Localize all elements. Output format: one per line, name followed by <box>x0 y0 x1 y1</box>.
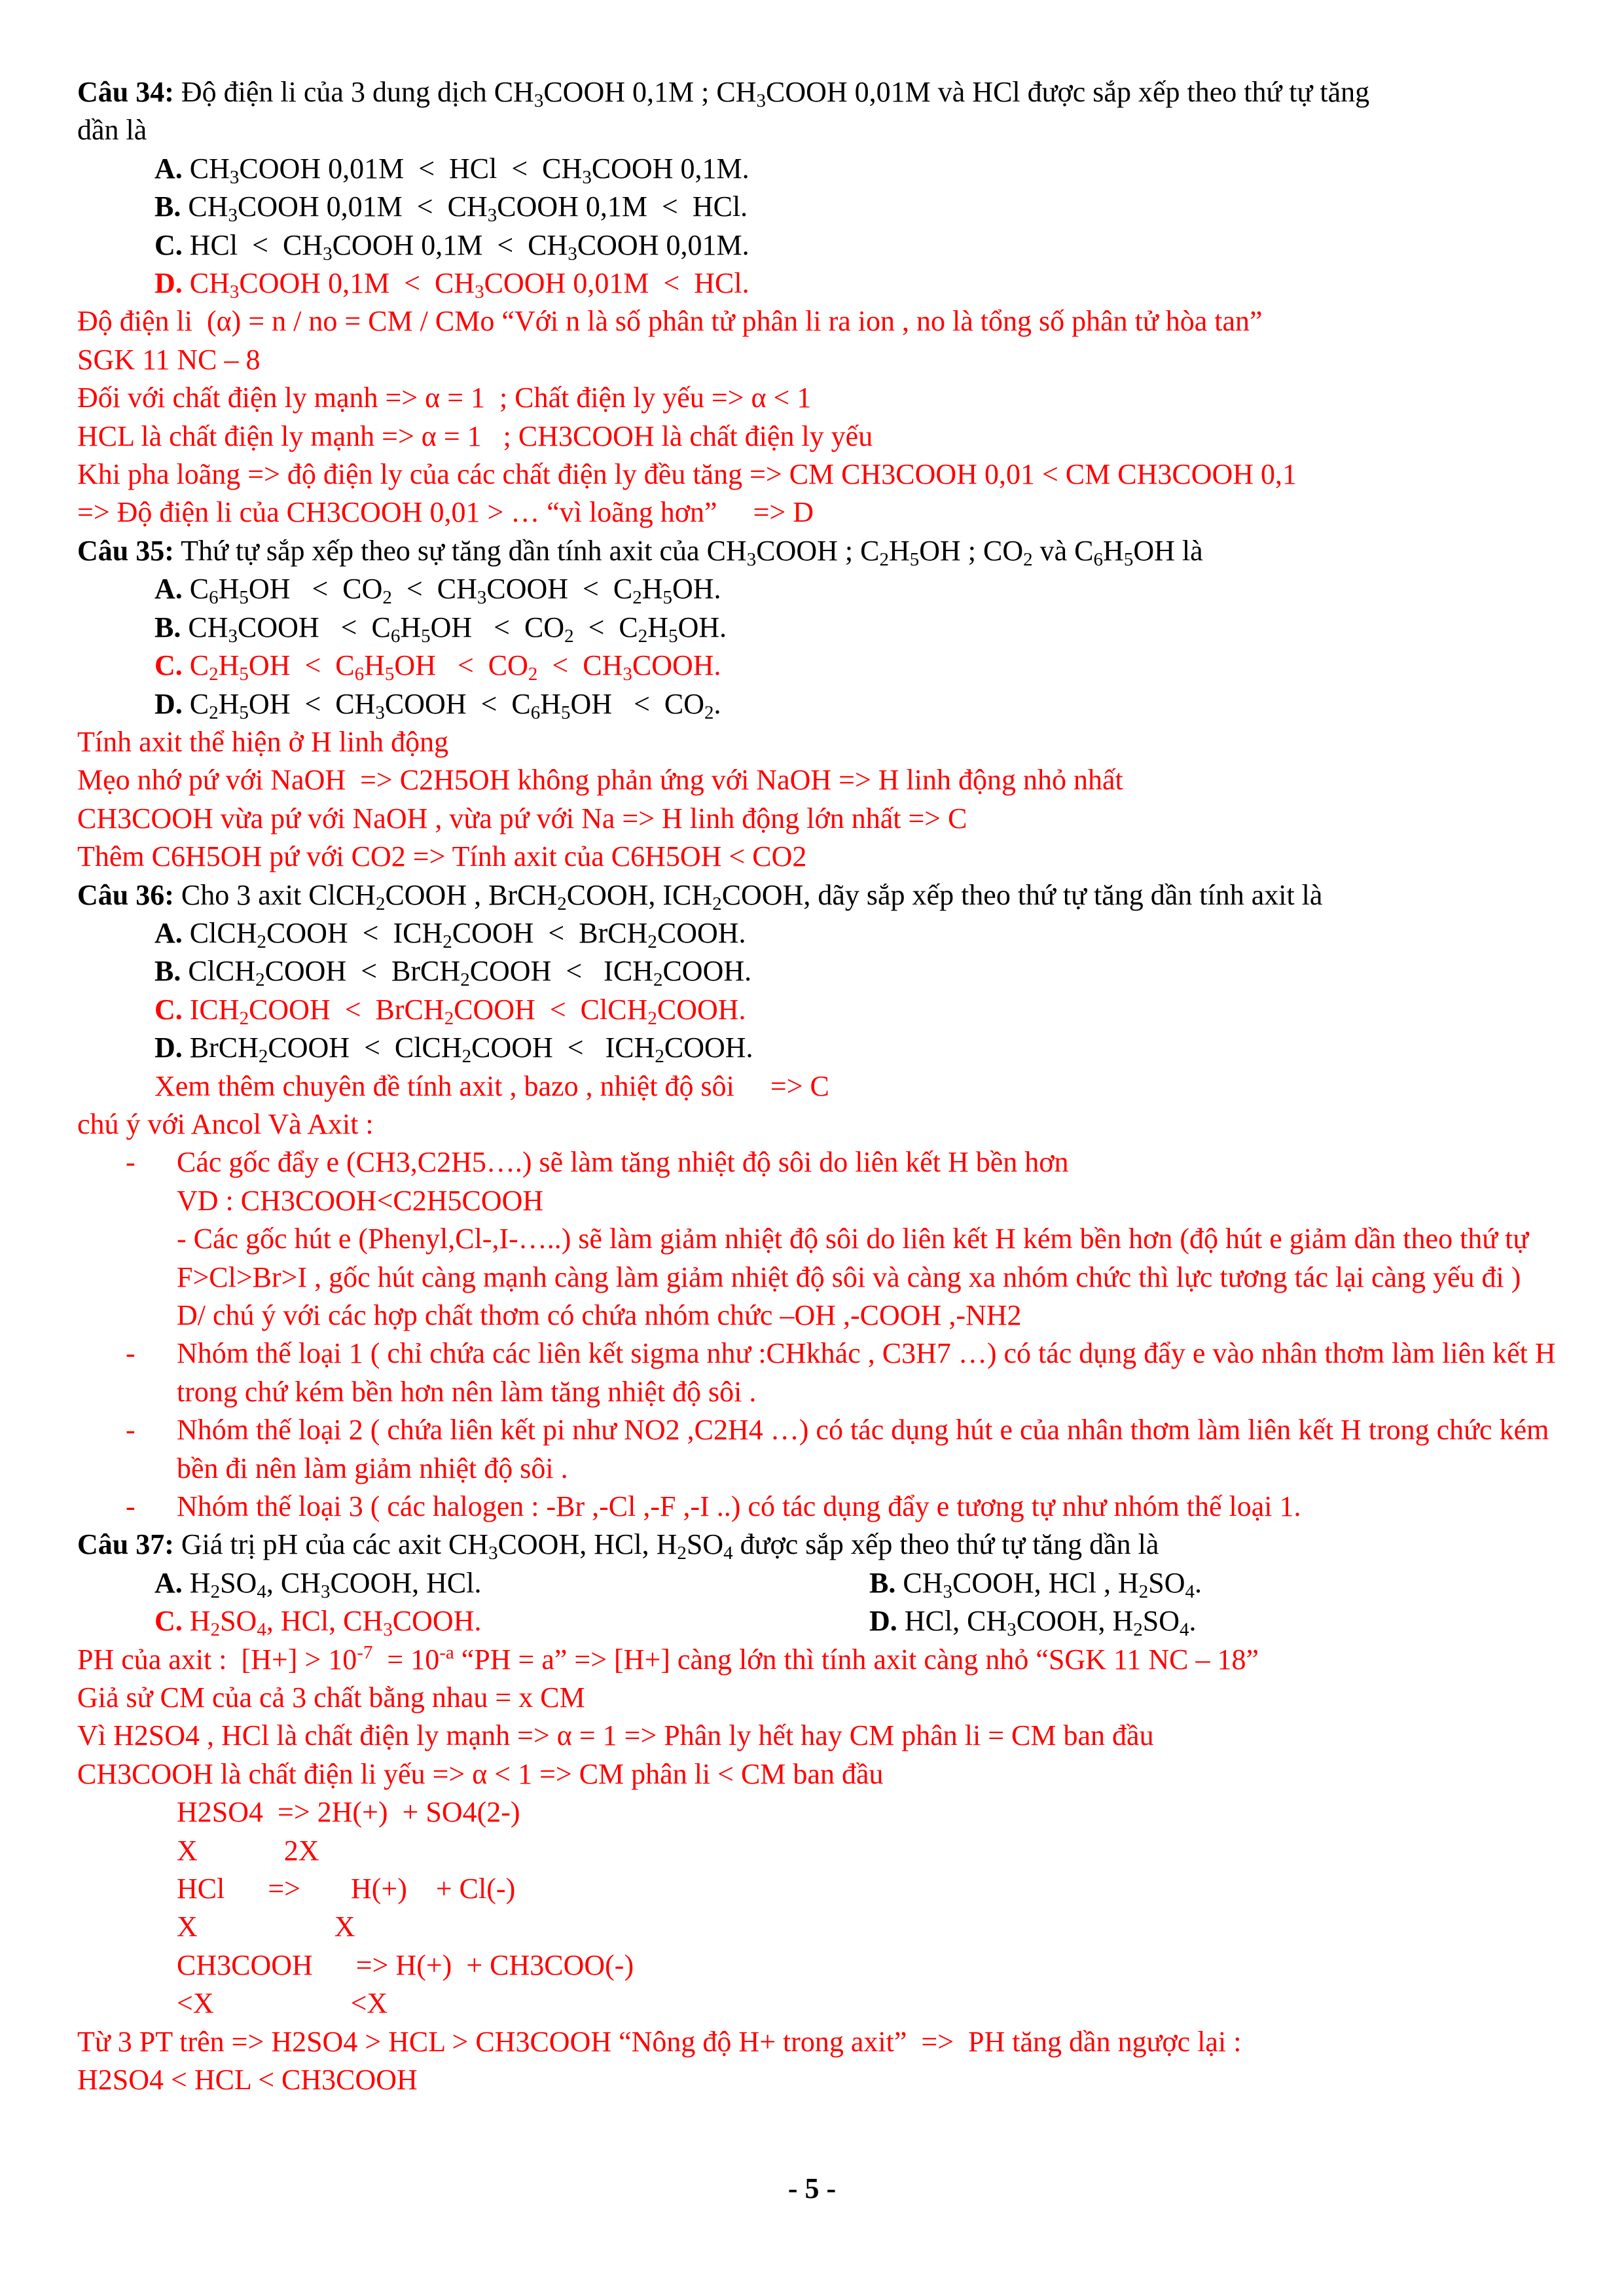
question-label: Câu 37: <box>77 1528 174 1561</box>
option-d-correct: D. $CH_3COOH$ $0,1M < CH_3COOH$ 0,01M < HCl. <box>154 267 749 303</box>
bullet-dash: - <box>126 1414 135 1446</box>
conclusion-line: H2SO4 < HCL < CH3COOH <box>77 2064 418 2096</box>
question-34-stem: Câu 34: Độ điện li của 3 dung dịch $CH_3COOH$ 0,1M ; $CH_3COOH$ 0,01M và HCl được sắp xếp theo thứ tự tăng <box>77 76 1370 111</box>
equation-line: <X <X <box>177 1987 388 2020</box>
option-c-correct: C. $H_2SO_4$, HCl, $CH_3COOH$. <box>154 1605 482 1641</box>
explanation-line: Độ điện li (α) = n / no = CM / CMo “Với n là số phân tử phân li ra ion , no là tổng số phân tử hòa tan” <box>77 305 1263 338</box>
option-d: D. $C_2H_5OH$ < $CH_3COOH < C_6H_5OH < CO_2$. <box>154 687 721 723</box>
bullet-dash: - <box>126 1146 135 1179</box>
question-36-stem: Câu 36: Cho 3 axit ClCH$_2$COOH , BrCH$_2$COOH, $ICH_2COOH$, dãy sắp xếp theo thứ tự tăng dần tính axit là <box>77 878 1323 914</box>
bullet-item: - Các gốc đẩy e (CH3,C2H5….) sẽ làm tăng nhiệt độ sôi do liên kết H bền hơn <box>77 1143 1563 1181</box>
option-c-correct: C. $ICH_2COOH$ < BrCH$_2$COOH < ClCH$_2$COOH. <box>154 993 746 1029</box>
question-35-stem: Câu 35: Thứ tự sắp xếp theo sự tăng dần tính axit của $CH_3COOH$ ; $C_2H_5OH$ ; $CO_2$ và $C_6H_5OH$ là <box>77 534 1203 570</box>
extra-title: chú ý với Ancol Và Axit : <box>77 1107 374 1140</box>
question-37-stem: Câu 37: Giá trị pH của các axit $CH_3COOH$, HCl, $H_2SO_4$ được sắp xếp theo thứ tự tăng dần là <box>77 1528 1159 1564</box>
option-b: B. $CH_3COOH$, HCl , $H_2SO_4$. <box>869 1566 1202 1602</box>
equation-line: X X <box>177 1910 355 1943</box>
question-label: Câu 34: <box>77 76 174 108</box>
option-a: A. $H_2SO_4$, $CH_3COOH$, HCl. <box>154 1566 482 1602</box>
example-line: VD : CH3COOH<C2H5COOH <box>177 1184 544 1217</box>
option-c-correct: C. $C_2H_5OH < C_6H_5OH < CO_2$ < $CH_3COOH$. <box>154 649 721 685</box>
ph-definition: PH của axit : $[H+] > 10^{-7} = 10^{-a}$ “PH = a” => [H+] càng lớn thì tính axit càng nhỏ “SGK 11 NC – 18” <box>77 1641 1259 1676</box>
option-d: D. BrCH$_2$COOH < ClCH$_2$COOH < $ICH_2COOH$. <box>154 1031 753 1067</box>
page-number: - 5 - <box>787 2172 837 2204</box>
option-a: A. $CH_3COOH$ 0,01M < HCl < $CH_3COOH$ 0,1M. <box>154 152 749 188</box>
document-body <box>77 73 1563 2100</box>
equation-line: CH3COOH => H(+) + CH3COO(-) <box>177 1948 634 1981</box>
explanation-paragraph: - Các gốc hút e (Phenyl,Cl-,I-…..) sẽ làm giảm nhiệt độ sôi do liên kết H kém bền hơn (độ hút e giảm dần theo thứ tự F>Cl>Br>I , gốc hút càng mạnh càng làm giảm nhiệt độ sôi và càng xa nhóm chức thì lực tương tác lại càng yếu đi ) <box>177 1223 1529 1293</box>
equation-line: HCl => H(+) + Cl(-) <box>177 1873 516 1905</box>
explanation-line: HCL là chất điện ly mạnh => α = 1 ; CH3COOH là chất điện ly yếu <box>77 420 873 452</box>
explanation-line: Thêm C6H5OH pứ với CO2 => Tính axit của C6H5OH < CO2 <box>77 840 807 873</box>
explanation-line: Khi pha loãng => độ điện ly của các chất điện ly đều tăng => CM CH3COOH 0,01 < CM CH3COOH 0,1 <box>77 458 1297 491</box>
explanation-line: Giả sử CM của cả 3 chất bằng nhau = x CM <box>77 1681 585 1714</box>
question-34-stem-cont: dần là <box>77 114 147 147</box>
explanation-line: CH3COOH là chất điện li yếu => α < 1 => CM phân li < CM ban đầu <box>77 1757 884 1790</box>
bullet-item: - Nhóm thế loại 1 ( chỉ chứa các liên kết sigma như :CHkhác , C3H7 …) có tác dụng đẩy e vào nhân thơm làm liên kết H trong chứ kém bền hơn nên làm tăng nhiệt độ sôi . <box>77 1335 1563 1411</box>
explanation-line: Vì H2SO4 , HCl là chất điện ly mạnh => α = 1 => Phân ly hết hay CM phân li = CM ban đầu <box>77 1719 1154 1752</box>
option-d: D. HCl, $CH_3COOH$, $H_2SO_4$. <box>869 1605 1197 1641</box>
explanation-line: CH3COOH vừa pứ với NaOH , vừa pứ với Na => H linh động lớn nhất => C <box>77 802 967 834</box>
explanation-line: Mẹo nhớ pứ với NaOH => C2H5OH không phản ứng với NaOH => H linh động nhỏ nhất <box>77 764 1123 797</box>
option-b: B. $CH_3COOH$ $0,01M < CH_3COOH$ 0,1M < HCl. <box>154 190 748 226</box>
explanation-line: Tính axit thể hiện ở H linh động <box>77 725 449 758</box>
bullet-dash: - <box>126 1490 135 1523</box>
question-label: Câu 36: <box>77 878 174 911</box>
option-b: B. ClCH$_2$COOH < BrCH$_2$COOH < $ICH_2COOH$. <box>154 955 752 991</box>
equation-line: H2SO4 => 2H(+) + SO4(2-) <box>177 1796 520 1829</box>
bullet-dash: - <box>126 1337 135 1370</box>
option-a: A. $C_6H_5OH < CO_2$ < $CH_3COOH < C_2H_5OH$. <box>154 573 721 609</box>
equation-line: X 2X <box>177 1834 319 1867</box>
options-row <box>77 1564 1563 1602</box>
conclusion-line: Từ 3 PT trên => H2SO4 > HCL > CH3COOH “Nông độ H+ trong axit” => PH tăng dần ngược lại : <box>77 2025 1242 2058</box>
option-c: C. HCl < $CH_3COOH$ $0,1M < CH_3COOH$ 0,01M. <box>154 228 749 264</box>
explanation-note: Xem thêm chuyên đề tính axit , bazo , nhiệt độ sôi => C <box>154 1069 829 1102</box>
option-b: B. $CH_3COOH < C_6H_5OH < CO_2 < C_2H_5OH$. <box>154 611 727 647</box>
explanation-line: => Độ điện li của CH3COOH 0,01 > … “vì loãng hơn” => D <box>77 496 814 529</box>
section-d-title: D/ chú ý với các hợp chất thơm có chứa nhóm chức –OH ,-COOH ,-NH2 <box>177 1299 1022 1331</box>
explanation-line: Đối với chất điện ly mạnh => α = 1 ; Chất điện ly yếu => α < 1 <box>77 382 812 414</box>
bullet-item: - Nhóm thế loại 2 ( chứa liên kết pi như NO2 ,C2H4 …) có tác dụng hút e của nhân thơm làm liên kết H trong chức kém bền đi nên làm giảm nhiệt độ sôi . <box>77 1411 1563 1488</box>
explanation-line: SGK 11 NC – 8 <box>77 343 261 376</box>
options-row <box>77 1602 1563 1640</box>
question-label: Câu 35: <box>77 534 174 567</box>
option-a: A. ClCH$_2$COOH < $ICH_2COOH$ < BrCH$_2$COOH. <box>154 916 746 952</box>
bullet-item: - Nhóm thế loại 3 ( các halogen : -Br ,-Cl ,-F ,-I ..) có tác dụng đẩy e tương tự như nhóm thế loại 1. <box>77 1488 1563 1526</box>
